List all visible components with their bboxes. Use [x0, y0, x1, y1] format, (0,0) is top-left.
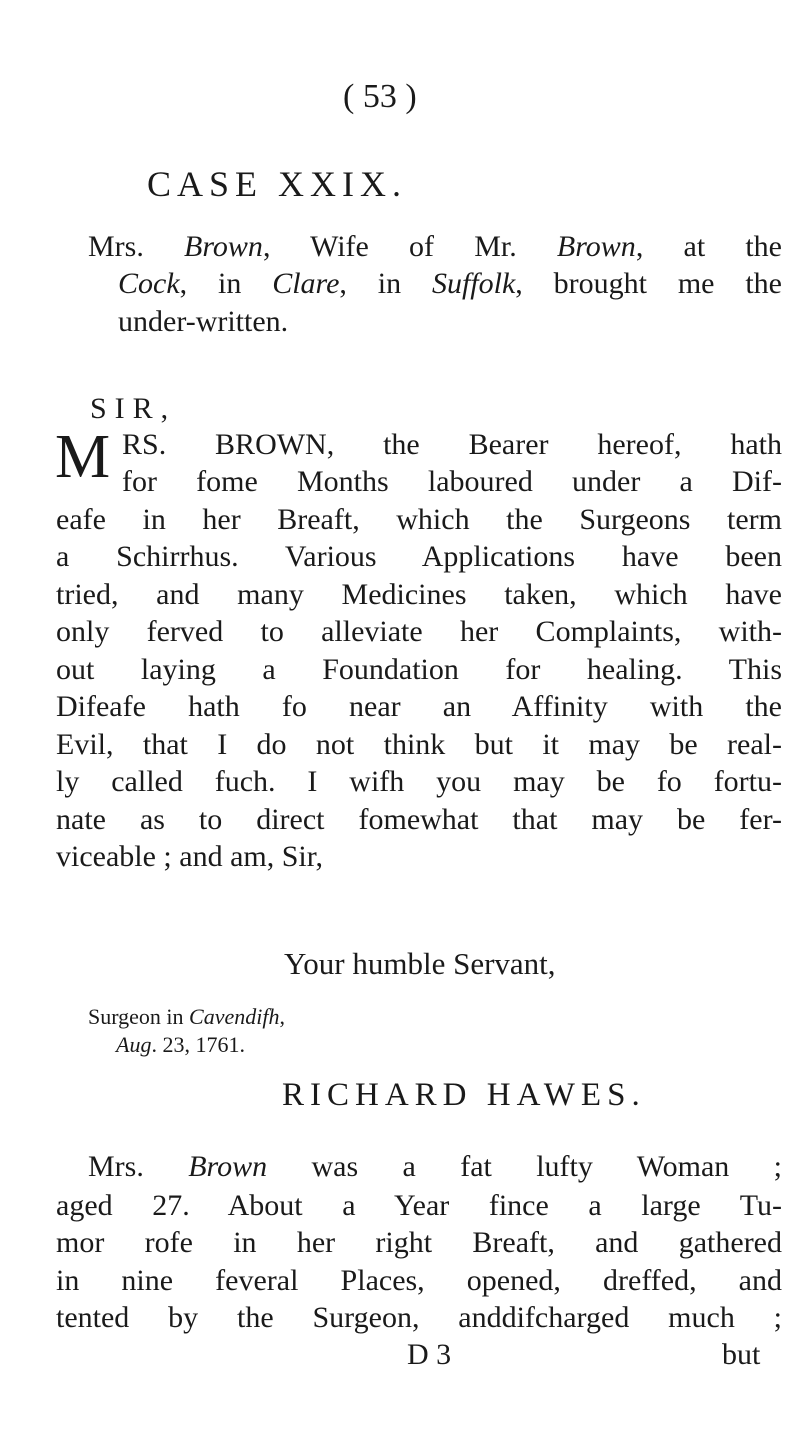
letter-closing: Your humble Servant,: [284, 946, 556, 981]
letter-signature: RICHARD HAWES.: [282, 1077, 646, 1113]
letter-line: for fome Months laboured under a Dif-: [122, 465, 782, 498]
letter-line: only ferved to alleviate her Complaints, with-: [56, 615, 782, 648]
letter-line: RS. BROWN, the Bearer hereof, hath: [122, 428, 782, 461]
drop-cap: M: [55, 423, 111, 491]
intro-line-3: under-written.: [118, 305, 289, 338]
letter-line: nate as to direct fomewhat that may be fer-: [56, 803, 782, 836]
intro-line-1: Mrs. Brown, Wife of Mr. Brown, at the: [88, 230, 782, 263]
letter-line: ly called fuch. I wifh you may be fo fortu-: [56, 765, 782, 798]
letter-line: tried, and many Medicines taken, which have: [56, 578, 782, 611]
letter-salutation: SIR,: [90, 392, 177, 425]
letter-line: out laying a Foundation for healing. This: [56, 653, 782, 686]
sender-place: Surgeon in Cavendifh,: [88, 1004, 285, 1029]
letter-line: viceable ; and am, Sir,: [56, 840, 324, 873]
letter-line: Difeafe hath fo near an Affinity with the: [56, 690, 782, 723]
letter-line: eafe in her Breaft, which the Surgeons term: [56, 503, 782, 536]
letter-date: Aug. 23, 1761.: [116, 1032, 245, 1057]
intro-line-2: Cock, in Clare, in Suffolk, brought me the: [118, 267, 782, 300]
catchword: but: [722, 1338, 761, 1371]
letter-line: Evil, that I do not think but it may be real-: [56, 728, 782, 761]
case-title: CASE XXIX.: [147, 164, 408, 204]
signature-mark: D 3: [407, 1338, 452, 1371]
letter-line: a Schirrhus. Various Applications have been: [56, 540, 782, 573]
narrative-line: tented by the Surgeon, anddifcharged much ;: [56, 1301, 782, 1334]
narrative-line: aged 27. About a Year fince a large Tu-: [56, 1189, 782, 1222]
narrative-line: in nine feveral Places, opened, dreffed, and: [56, 1264, 782, 1297]
page-number: ( 53 ): [343, 78, 417, 115]
narrative-line: Mrs. Brown was a fat lufty Woman ;: [88, 1150, 782, 1183]
narrative-line: mor rofe in her right Breaft, and gathered: [56, 1226, 782, 1259]
